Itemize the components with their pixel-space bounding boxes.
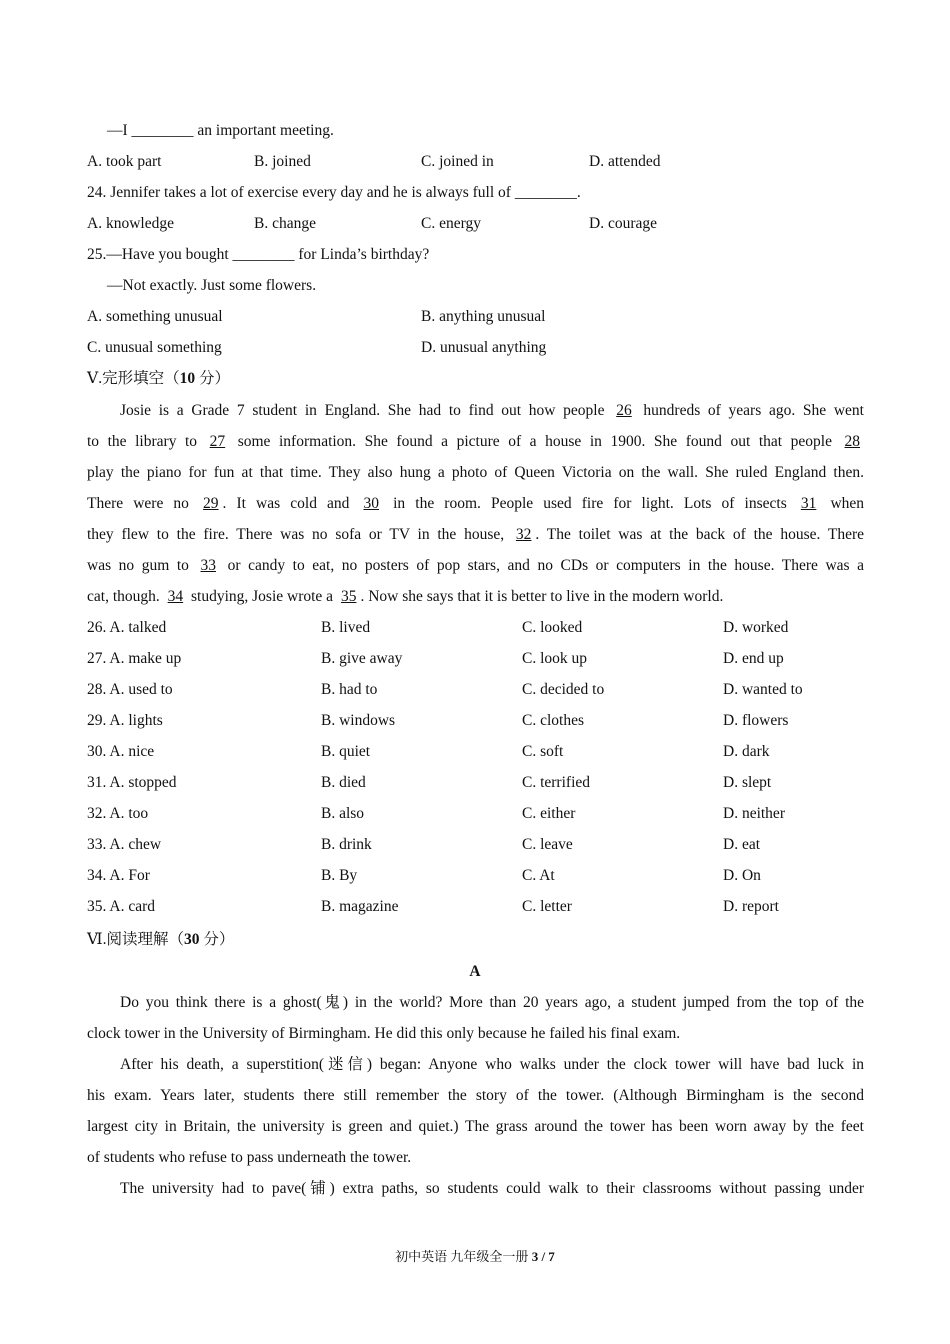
cloze-option: B. quiet: [321, 743, 371, 760]
cloze-text: . Now she says that it is better to live in the modern world.: [360, 588, 724, 605]
cloze-option: D. eat: [723, 836, 761, 853]
cloze-option: D. slept: [723, 774, 772, 791]
cloze-option: C. soft: [522, 743, 564, 760]
cloze-option: 34. A. For: [87, 867, 150, 884]
cloze-option: B. drink: [321, 836, 372, 853]
cloze-text: . The toilet was at the back of the house. There: [535, 526, 865, 543]
cloze-option: B. died: [321, 774, 366, 791]
passage-line: After his death, a superstition(迷信) began: Anyone who walks under the clock tower will have bad luck in: [120, 1056, 864, 1073]
q23-option-b: B. joined: [254, 153, 311, 170]
blank-26: 26: [616, 402, 632, 419]
cloze-option: D. wanted to: [723, 681, 803, 698]
section-6-heading: [87, 930, 234, 950]
section-6-unit: 分）: [199, 931, 235, 948]
cloze-text: some information. She found a picture of a house in 1900. She found out that people: [237, 433, 832, 450]
q24-option-b: B. change: [254, 215, 316, 232]
q24-option-d: D. courage: [589, 215, 657, 232]
cloze-option: C. leave: [522, 836, 573, 853]
q23-option-c: C. joined in: [421, 153, 494, 170]
section-5-heading: [87, 369, 230, 389]
cloze-text: they flew to the fire. There was no sofa or TV in the house,: [87, 526, 505, 543]
q24-option-a: A. knowledge: [87, 215, 174, 232]
cloze-option: C. either: [522, 805, 576, 822]
blank-27: 27: [209, 433, 226, 450]
cloze-text: cat, though.: [87, 588, 160, 605]
page-number: 3 / 7: [531, 1249, 555, 1264]
cloze-text: Josie is a Grade 7 student in England. She had to find out how people: [120, 402, 605, 419]
cloze-option: B. By: [321, 867, 358, 884]
cloze-option: C. clothes: [522, 712, 584, 729]
cloze-option: C. At: [522, 867, 555, 884]
section-5-unit: 分）: [195, 370, 230, 387]
blank-34: 34: [167, 588, 184, 605]
cloze-text: studying, Josie wrote a: [191, 588, 334, 605]
cloze-text: when: [830, 495, 865, 512]
cloze-line: [87, 581, 864, 612]
blank-33: 33: [200, 557, 217, 574]
q25-option-b: B. anything unusual: [421, 308, 546, 325]
passage-line: of students who refuse to pass underneath the tower.: [87, 1149, 412, 1166]
passage-a: [87, 987, 864, 1204]
cloze-option: 31. A. stopped: [87, 774, 177, 791]
cloze-option: D. worked: [723, 619, 789, 636]
section-6-score: 30: [183, 931, 200, 948]
cloze-text: to the library to: [87, 433, 198, 450]
cloze-option: 32. A. too: [87, 805, 149, 822]
passage-a-heading: A: [469, 963, 481, 980]
cloze-option: 33. A. chew: [87, 836, 162, 853]
cloze-passage: [87, 395, 864, 612]
passage-line: largest city in Britain, the university is green and quiet.) The grass around the tower has been worn away by the feet: [87, 1118, 864, 1135]
passage-line: The university had to pave(铺) extra paths, so students could walk to their classrooms without passing under: [120, 1180, 864, 1197]
q24-stem: 24. Jennifer takes a lot of exercise every day and he is always full of ________.: [87, 184, 581, 201]
cloze-option: D. neither: [723, 805, 785, 822]
cloze-option: D. dark: [723, 743, 770, 760]
q25-option-a: A. something unusual: [87, 308, 223, 325]
cloze-line: [87, 426, 864, 457]
cloze-option: D. report: [723, 898, 779, 915]
cloze-line: [87, 395, 864, 426]
q25-option-d: D. unusual anything: [421, 339, 547, 356]
cloze-option: B. windows: [321, 712, 396, 729]
cloze-option: C. look up: [522, 650, 588, 667]
blank-30: 30: [363, 495, 380, 512]
cloze-option: C. terrified: [522, 774, 591, 791]
blank-35: 35: [340, 588, 357, 605]
cloze-option: D. On: [723, 867, 761, 884]
cloze-option: 27. A. make up: [87, 650, 182, 667]
cloze-option: C. looked: [522, 619, 583, 636]
cloze-option: 26. A. talked: [87, 619, 167, 636]
cloze-line: [87, 488, 864, 519]
cloze-text: There were no: [87, 495, 189, 512]
blank-31: 31: [800, 495, 817, 512]
cloze-option: B. give away: [321, 650, 403, 667]
cloze-option: 28. A. used to: [87, 681, 173, 698]
cloze-line: [87, 457, 864, 488]
q24-option-c: C. energy: [421, 215, 481, 232]
cloze-text: play the piano for fun at that time. They also hung a photo of Queen Victoria on the wall. She ruled England then.: [87, 464, 864, 481]
cloze-text: in the room. People used fire for light. Lots of insects: [393, 495, 787, 512]
cloze-option: B. had to: [321, 681, 378, 698]
cloze-option: C. letter: [522, 898, 572, 915]
q25-reply: —Not exactly. Just some flowers.: [107, 277, 317, 294]
q25-stem: 25.—Have you bought ________ for Linda’s birthday?: [87, 246, 430, 263]
cloze-option: 30. A. nice: [87, 743, 155, 760]
page-footer: [0, 1246, 950, 1265]
blank-29: 29: [203, 495, 219, 512]
cloze-line: [87, 519, 864, 550]
q23-reply: —I ________ an important meeting.: [107, 122, 334, 139]
passage-line: his exam. Years later, students there still remember the story of the tower. (Although Birmingham is the second: [87, 1087, 864, 1104]
section-6-title: Ⅵ.阅读理解（: [87, 931, 184, 948]
section-5-score: 10: [179, 370, 196, 387]
cloze-line: [87, 550, 864, 581]
passage-line: Do you think there is a ghost(鬼) in the world? More than 20 years ago, a student jumped from the top of the: [120, 994, 864, 1011]
section-5-title: Ⅴ.完形填空（: [87, 370, 180, 387]
cloze-text: . It was cold and: [222, 495, 350, 512]
cloze-option: B. magazine: [321, 898, 399, 915]
cloze-option: C. decided to: [522, 681, 605, 698]
footer-text: 初中英语 九年级全一册: [395, 1249, 532, 1264]
cloze-option: B. also: [321, 805, 365, 822]
cloze-option: 29. A. lights: [87, 712, 163, 729]
passage-line: clock tower in the University of Birmingham. He did this only because he failed his final exam.: [87, 1025, 681, 1042]
q23-option-d: D. attended: [589, 153, 661, 170]
q25-option-c: C. unusual something: [87, 339, 222, 356]
cloze-option: D. end up: [723, 650, 784, 667]
cloze-text: hundreds of years ago. She went: [643, 402, 864, 419]
cloze-option: B. lived: [321, 619, 371, 636]
cloze-option: 35. A. card: [87, 898, 156, 915]
blank-32: 32: [515, 526, 532, 543]
q23-option-a: A. took part: [87, 153, 162, 170]
blank-28: 28: [844, 433, 861, 450]
cloze-option: D. flowers: [723, 712, 789, 729]
cloze-text: or candy to eat, no posters of pop stars, and no CDs or computers in the house. There was a: [227, 557, 865, 574]
cloze-text: was no gum to: [87, 557, 189, 574]
